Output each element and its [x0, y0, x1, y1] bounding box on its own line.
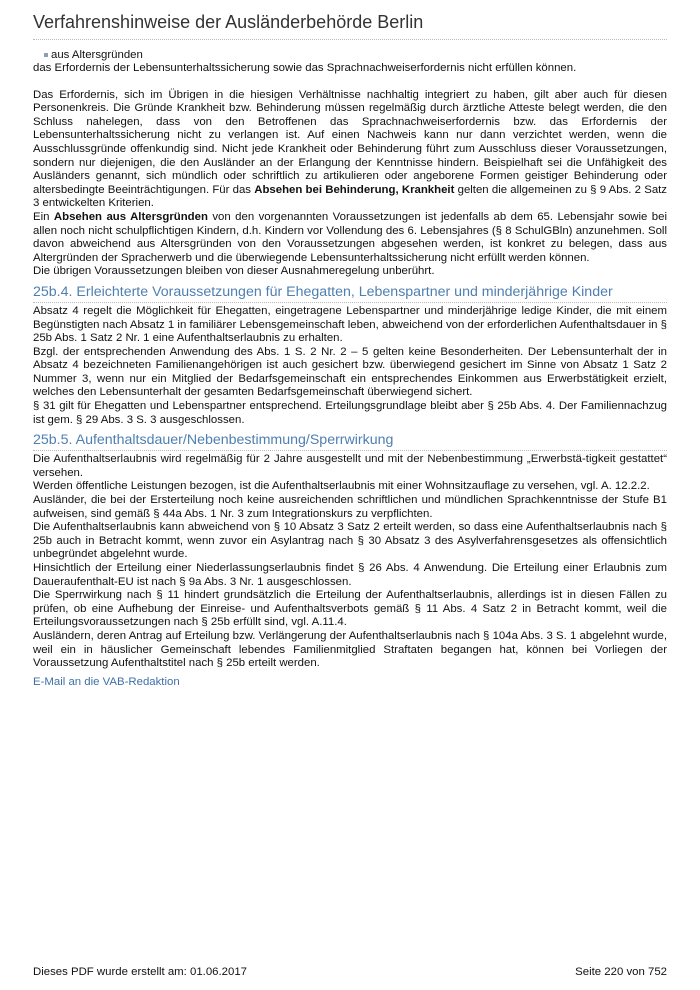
- paragraph: § 31 gilt für Ehegatten und Lebenspartner entsprechend. Erteilungsgrundlage bleibt aber § 25b Abs. 4. Der Familiennachzug ist gem. § 29 Abs. 3 S. 3 ausgeschlossen.: [33, 400, 667, 426]
- section-heading-25b4: 25b.4. Erleichterte Voraussetzungen für Ehegatten, Lebenspartner und minderjährige Kinder: [33, 284, 667, 303]
- text: Ein: [33, 210, 54, 223]
- footer: [33, 966, 667, 978]
- paragraph: Die Sperrwirkung nach § 11 hindert grundsätzlich die Erteilung der Aufenthaltserlaubnis, allerdings ist in diesen Fällen zu prüfen, ob eine Aufhebung der Einreise- und Aufenthaltsverbots gemäß § 11 Abs. 4 Satz 2 in Betracht kommt, weil die Erteilungsvoraussetzungen nach § 25b erfüllt sind, vgl. A.11.4.: [33, 589, 667, 629]
- paragraph: Ausländern, deren Antrag auf Erteilung bzw. Verlängerung der Aufenthaltserlaubnis nach § 104a Abs. 3 S. 1 abgelehnt wurde, weil ein in häuslicher Gemeinschaft lebendes Familienmitglied Straftaten begangen hat, können bei Vorliegen der Voraussetzung Aufenthaltstitel nach § 25b erteilt werden.: [33, 629, 667, 670]
- text: Das Erfordernis, sich im Übrigen in die hiesigen Verhältnisse nachhaltig integriert zu haben, gilt aber auch für diesen Personenkreis. Die Gründe Krankheit bzw. Behinderung müssen regelmäßig durch ärztliche Atteste belegt werden, die den Schluss nahelegen, dass von den Betroffenen das Sprachnachweiserfordernis bzw. das Erfordernis der Lebensunterhaltssicherung nicht zu verlangen ist. Auf einen Nachweis kann nur dann verzichtet werden, wenn die Ausschlussgründe offenkundig sind. Nicht jede Krankheit oder Behinderung führt zum Ausschluss dieser Voraussetzungen, sondern nur diejenigen, die den Ausländer an der Erlangung der Kenntnisse hindern. Beispielhaft sei die Unfähigkeit des Ausländers genannt, sich mündlich oder schriftlich zu artikulieren oder angeborene Formen geistiger Behinderung oder altersbedingte Beeinträchtigungen. Für das: [33, 88, 667, 196]
- paragraph: Die Aufenthaltserlaubnis kann abweichend von § 10 Absatz 3 Satz 2 erteilt werden, so dass eine Aufenthaltserlaubnis nach § 25b auch in Betracht kommt, wenn zuvor ein Asylantrag nach § 30 Absatz 3 des Asylverfahrensgesetzes als offensichtlich unbegründet abgelehnt wurde.: [33, 521, 667, 561]
- email-link[interactable]: E-Mail an die VAB-Redaktion: [33, 675, 180, 688]
- page-content: [33, 0, 667, 690]
- intro-line: das Erfordernis der Lebensunterhaltssicherung sowie das Sprachnachweiserfordernis nicht erfüllen können.: [33, 62, 577, 74]
- bold-text: Absehen aus Altersgründen: [53, 210, 208, 223]
- paragraph: [33, 211, 667, 265]
- section-heading-25b5: 25b.5. Aufenthaltsdauer/Nebenbestimmung/Sperrwirkung: [33, 432, 667, 451]
- bullet-item: [44, 48, 667, 62]
- bold-text: Absehen bei Behinderung, Krankheit: [254, 183, 455, 196]
- text: von den vorgenannten Voraussetzungen ist jedenfalls ab dem 65. Lebensjahr sowie bei allen noch nicht schulpflichtigen Kindern, d.h. Kindern vor Vollendung des 6. Lebensjahres (§ 8 SchulGBln) anzunehmen. Soll davon abweichend aus Altersgründen von den Voraussetzungen abgesehen werden, ist konkret zu belegen, dass aus Altergründen der Spracherwerb und die überwiegende Lebensunterhaltssicherung nicht erfüllt werden können.: [33, 210, 668, 264]
- paragraph: Die Aufenthaltserlaubnis wird regelmäßig für 2 Jahre ausgestellt und mit der Nebenbestimmung „Erwerbstä-tigkeit gestattet“ versehen.: [33, 453, 667, 479]
- footer-page-number: Seite 220 von 752: [575, 966, 667, 978]
- paragraph: Absatz 4 regelt die Möglichkeit für Ehegatten, eingetragene Lebenspartner und minderjährige ledige Kinder, die mit einem Begünstigten nach Absatz 1 in familiärer Lebensgemeinschaft leben, abweichend von der erforderlichen Aufenthaltsdauer in § 25b Abs. 1 Satz 2 Nr. 1 eine Aufenthaltserlaubnis zu erhalten.: [33, 304, 667, 345]
- page-title: Verfahrenshinweise der Ausländerbehörde Berlin: [33, 12, 667, 40]
- paragraph: Hinsichtlich der Erteilung einer Niederlassungserlaubnis findet § 26 Abs. 4 Anwendung. Die Erteilung einer Erlaubnis zum Daueraufenthalt-EU ist nach § 9a Abs. 3 Nr. 1 ausgeschlossen.: [33, 562, 667, 588]
- paragraph: Werden öffentliche Leistungen bezogen, ist die Aufenthaltserlaubnis mit einer Wohnsitzauflage zu versehen, vgl. A. 12.2.2.: [33, 480, 650, 493]
- footer-created: Dieses PDF wurde erstellt am: 01.06.2017: [33, 966, 247, 978]
- text: gelten die allgemeinen zu § 9 Abs. 2 Satz 3 entwickelten Kriterien.: [33, 183, 668, 210]
- paragraph: Ausländer, die bei der Ersterteilung noch keine ausreichenden schriftlichen und mündlichen Sprachkenntnisse der Stufe B1 aufweisen, sind gemäß § 44a Abs. 1 Nr. 3 zum Integrationskurs zu verpflichten.: [33, 494, 667, 520]
- bullet-text: aus Altersgründen: [51, 49, 143, 61]
- paragraph: Bzgl. der entsprechenden Anwendung des Abs. 1 S. 2 Nr. 2 – 5 gelten keine Besonderheiten. Der Lebensunterhalt der in Absatz 4 bezeichneten Familienangehörigen ist auch gesichert bzw. überwiegend gesichert im Sinne von Absatz 1 Satz 2 Nummer 3, wenn nur ein Mitglied der Bedarfsgemeinschaft ein entsprechendes Einkommen aus Erwerbstätigkeit erzielt, welches den Lebensunterhalt der gesamten Bedarfsgemeinschaft überwiegend sichert.: [33, 345, 667, 399]
- paragraph: Die übrigen Voraussetzungen bleiben von dieser Ausnahmeregelung unberührt.: [33, 265, 435, 278]
- bullet-icon: [44, 53, 48, 57]
- paragraph: [33, 89, 667, 211]
